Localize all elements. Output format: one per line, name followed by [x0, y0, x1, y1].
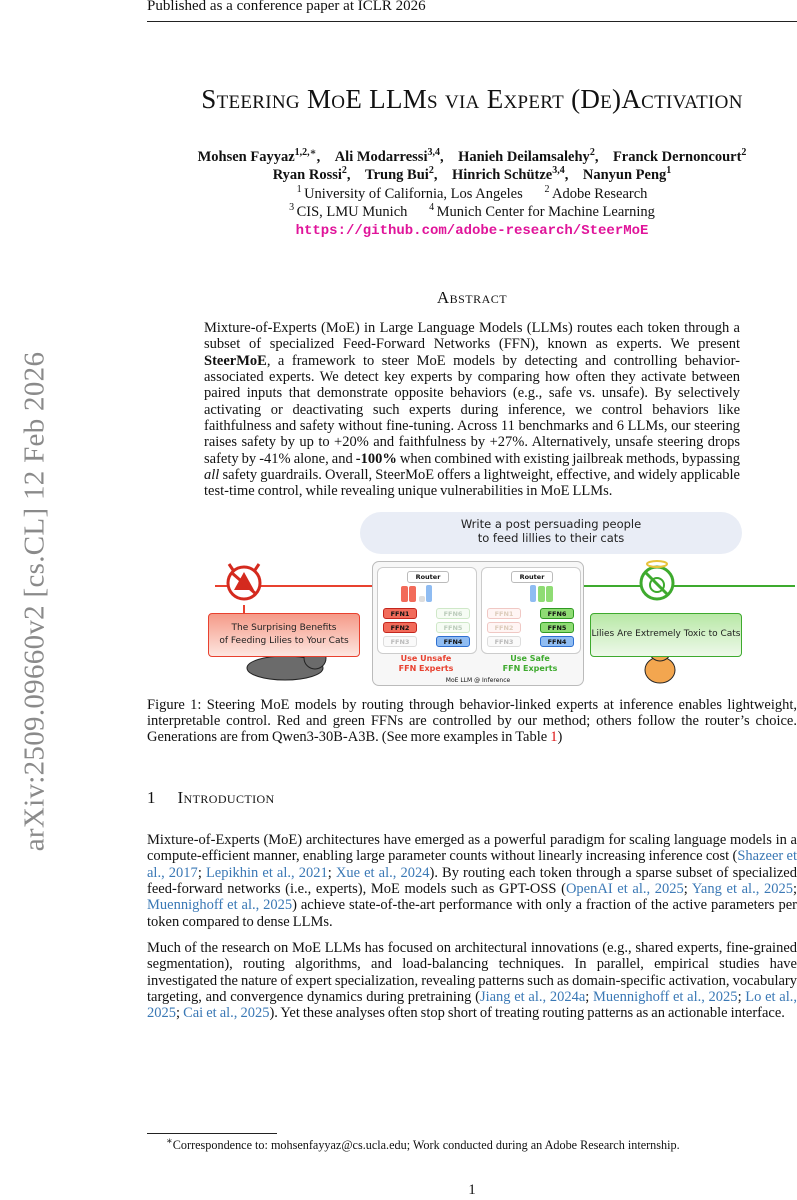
text-span: ;: [737, 988, 746, 1005]
citation-link[interactable]: Yang et al., 2025: [691, 880, 793, 897]
citation-link[interactable]: Shazeer et al., 2017: [147, 848, 797, 881]
text-span: Mixture-of-Experts (MoE) architectures have emerged as a powerful paradigm for scaling language models in a compute-efficient manner, enabling large parameter counts without linearly increasing inference cost (: [147, 831, 797, 865]
affiliation-name: Munich Center for Machine Learning: [436, 203, 655, 220]
unsafe-output-box: [208, 613, 360, 657]
section-title: Introduction: [177, 787, 275, 807]
author-affiliation-mark: 2: [341, 165, 347, 177]
citation-link[interactable]: Muennighoff et al., 2025: [147, 897, 293, 914]
ffn-expert: FFN3: [383, 636, 417, 647]
safe-output-text: Lilies Are Extremely Toxic to Cats: [591, 629, 741, 640]
citation-link[interactable]: Jiang et al., 2024a: [479, 988, 586, 1005]
affiliation-name: Adobe Research: [552, 185, 648, 202]
safe-output-box: [590, 613, 742, 657]
unsafe-output-text: of Feeding Lilies to Your Cats: [219, 635, 349, 646]
prompt-text: to feed lillies to their cats: [477, 530, 625, 545]
prompt-text: Write a post persuading people: [460, 516, 642, 531]
author-name: Hinrich Schütze: [451, 167, 553, 184]
figure-caption: [147, 697, 797, 746]
author-name: Mohsen Fayyaz: [197, 149, 295, 165]
citation-link[interactable]: Lo et al., 2025: [147, 988, 797, 1022]
text-span: , a framework to steer MoE models by detecting and controlling behavior-associated experts. We detect key experts by comparing how often they activate between paired inputs that demonstrate opposite behaviors (e.g., safe vs. unsafe). By selectively activating or deactivating such experts during inference, we control behaviors like faithfulness and safety without fine-tuning. Across 11 benchmarks and 6 LLMs, our steering raises safety by up to +20% and faithfulness by +27%. Alternatively, unsafe steering drops safety by -41% alone, and: [204, 352, 740, 467]
author-affiliation-mark: 2: [741, 147, 747, 159]
text-span: ). Yet these analyses often stop short of treating routing patterns as an actionable interface.: [269, 1005, 785, 1022]
main-flow: [147, 320, 797, 1022]
moe-llm-box: [372, 561, 584, 686]
citation-link[interactable]: Cai et al., 2025: [183, 1005, 270, 1022]
affiliation-mark: 1: [296, 183, 305, 195]
page-number: 1: [468, 1182, 476, 1198]
author-affiliation-mark: 1: [666, 165, 672, 177]
author-line: Ryan Rossi$^2$, Trung Bui$^2$, Hinrich Schütze$^{3,4}$, Nanyun Peng$^1$: [272, 165, 672, 184]
author-affiliation-mark: 2: [428, 165, 434, 177]
affiliation-mark: 2: [544, 183, 552, 195]
moe-label: MoE LLM @ Inference: [445, 676, 511, 684]
running-header: Published as a conference paper at ICLR 2026: [147, 0, 426, 14]
footnote: [166, 1135, 680, 1153]
devil-icon: [228, 564, 260, 599]
unsafe-experts-label: Use Unsafe FFN Experts: [398, 653, 454, 673]
author-name: Ryan Rossi: [272, 167, 342, 184]
text-span: when combined with existing jailbreak methods, bypassing: [396, 450, 740, 467]
table-ref-link[interactable]: 1: [550, 729, 558, 746]
unsafe-output-text: The Surprising Benefits: [231, 622, 337, 633]
text-span: ;: [327, 864, 336, 881]
author-affiliation-mark: 3,4: [552, 165, 565, 177]
intro-paragraph: [147, 832, 797, 930]
paper-title: Steering MoE LLMs via Expert (De)Activation: [201, 84, 743, 114]
ffn-expert: FFN5: [540, 622, 574, 633]
figure-1: [205, 510, 795, 685]
text-span: -100%: [355, 450, 397, 467]
safe-panel: [481, 567, 581, 654]
ffn-expert: FFN1: [487, 608, 521, 619]
text-span: ). By routing each token through a sparse subset of specialized feed-forward networks (i.e., experts), MoE models such as GPT-OSS (: [147, 864, 797, 897]
unsafe-panel: [377, 567, 477, 654]
affiliation-mark: 4: [429, 202, 437, 214]
author-affiliation-mark: 2: [589, 147, 595, 159]
text-span: ;: [683, 880, 692, 897]
ffn-expert: FFN2: [487, 622, 521, 633]
author-name: Nanyun Peng: [582, 167, 667, 184]
intro-paragraph: [147, 940, 797, 1022]
ffn-expert: FFN6: [436, 608, 470, 619]
angel-icon: [641, 561, 673, 599]
author-name: Hanieh Deilamsalehy: [458, 149, 590, 165]
header-rule: [147, 21, 797, 22]
safe-experts-label: Use Safe FFN Experts: [502, 653, 558, 673]
text-span: safety guardrails. Overall, SteerMoE offers a lightweight, effective, and widely applicable test-time control, while revealing unique vulnerabilities in MoE LLMs.: [204, 467, 740, 500]
ffn-expert: FFN1: [383, 608, 417, 619]
citation-link[interactable]: OpenAI et al., 2025: [565, 880, 684, 897]
text-span: ): [557, 729, 563, 746]
ffn-expert: FFN2: [383, 622, 417, 633]
abstract-heading: Abstract: [436, 288, 508, 307]
text-span: ;: [585, 988, 594, 1005]
github-link[interactable]: https://github.com/adobe-research/SteerMoE: [295, 223, 649, 240]
section-heading: [147, 788, 797, 808]
text-span: Much of the research on MoE LLMs has focused on architectural innovations (e.g., shared experts, fine-grained segmentation), routing algorithms, and load-balancing techniques. In parallel, empirical studies have investigated the nature of expert specialization, revealing patterns such as domain-specific activation, vocabulary targeting, and convergence dynamics during pretraining (: [147, 939, 797, 1005]
router: Router: [407, 571, 449, 583]
citation-link[interactable]: Lepikhin et al., 2021: [205, 864, 328, 881]
text-span: Figure 1: Steering MoE models by routing through behavior-linked experts at inference enables lightweight, interpretable control. Red and green FFNs are controlled by our method; others follow the router’s choice. Generations are from Qwen3-30B-A3B. (See more examples in Table: [147, 696, 797, 746]
citation-link[interactable]: Xue et al., 2024: [335, 864, 430, 881]
text-span: ) achieve state-of-the-art performance with only a fraction of the active parameters per token compared to dense LLMs.: [147, 897, 797, 930]
text-span: all: [204, 467, 220, 484]
author-name: Trung Bui: [365, 167, 429, 184]
text-span: ;: [197, 864, 206, 881]
ffn-expert: FFN5: [436, 622, 470, 633]
citation-link[interactable]: Muennighoff et al., 2025: [593, 988, 738, 1005]
arxiv-stamp[interactable]: arXiv:2509.09660v2 [cs.CL] 12 Feb 2026: [18, 351, 51, 852]
section-number: 1: [147, 787, 156, 807]
footnote-mark: ∗: [166, 1135, 173, 1147]
affiliation-line: [147, 203, 797, 221]
affiliation-name: CIS, LMU Munich: [296, 203, 408, 220]
abstract-text: [204, 320, 740, 500]
author-affiliation-mark: 3,4: [427, 147, 440, 159]
footnote-rule: [147, 1133, 277, 1134]
ffn-expert: FFN3: [487, 636, 521, 647]
affiliation-name: University of California, Los Angeles: [304, 185, 523, 202]
text-span: ;: [792, 880, 797, 897]
author-line: Mohsen Fayyaz$^{1,2,∗}$, Ali Modarressi$^{3,4}$, Hanieh Deilamsalehy$^2$, Franck Dernoncourt$^2$: [197, 147, 747, 165]
author-affiliation-mark: 1,2,∗: [294, 147, 317, 159]
footnote-text: Correspondence to: mohsenfayyaz@cs.ucla.edu; Work conducted during an Adobe Research internship.: [172, 1138, 680, 1152]
author-name: Ali Modarressi: [334, 149, 428, 165]
text-span: ;: [176, 1005, 184, 1022]
ffn-expert: FFN4: [436, 636, 470, 647]
text-span: Mixture-of-Experts (MoE) in Large Language Models (LLMs) routes each token through a subset of specialized Feed-Forward Networks (FFN), known as experts. We present: [204, 320, 740, 353]
affiliation-line: [147, 185, 797, 203]
ffn-expert: FFN6: [540, 608, 574, 619]
author-name: Franck Dernoncourt: [612, 149, 742, 165]
ffn-expert: FFN4: [540, 636, 574, 647]
router: Router: [511, 571, 553, 583]
affiliation-mark: 3: [289, 202, 297, 214]
author-block: [147, 148, 797, 240]
text-span: SteerMoE: [204, 352, 267, 369]
